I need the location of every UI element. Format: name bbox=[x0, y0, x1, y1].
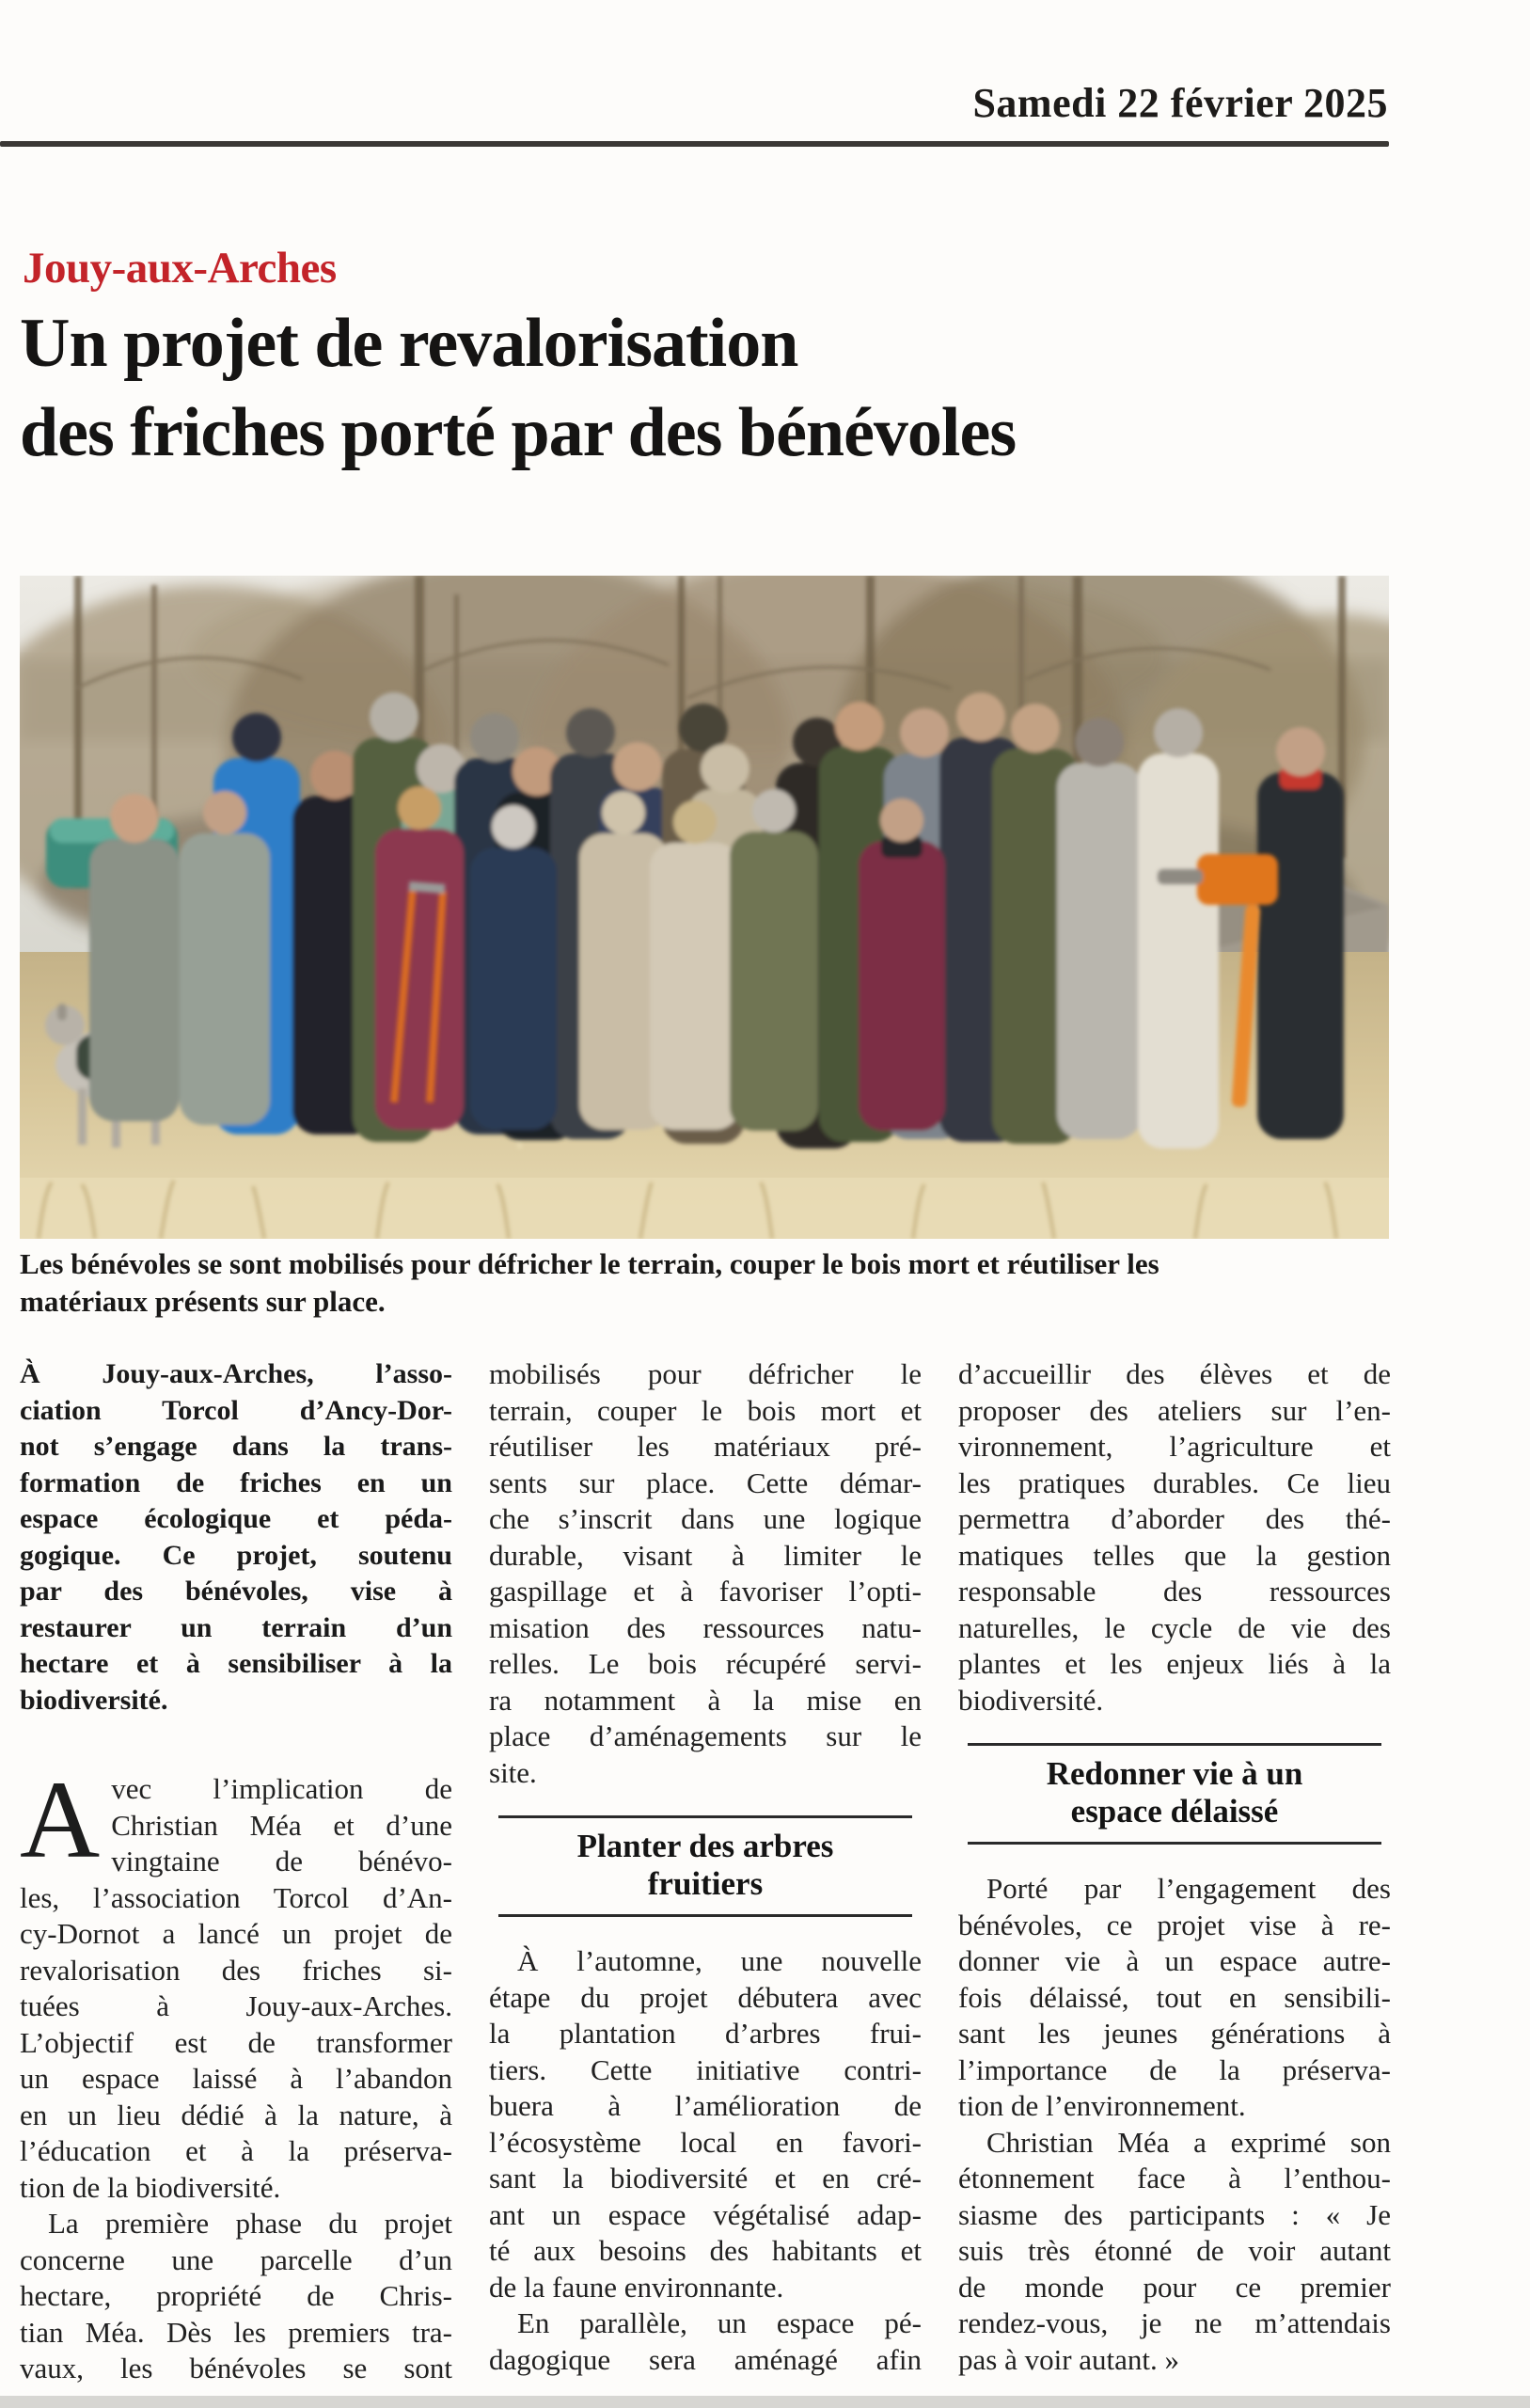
text-line: responsable des ressources bbox=[958, 1575, 1391, 1608]
text-line: en un lieu dédié à la nature, à bbox=[20, 2098, 452, 2131]
text-line: naturelles, le cycle de vie des bbox=[958, 1610, 1391, 1644]
text-line: siasme des participants : « Je bbox=[958, 2197, 1391, 2231]
text-line: vaux, les bénévoles se sont bbox=[20, 2352, 452, 2384]
text-line: étonnement face à l’enthou- bbox=[958, 2162, 1391, 2194]
text-line: ant un espace végétalisé adap- bbox=[489, 2197, 922, 2231]
text-line: Christian Méa et d’une bbox=[111, 1808, 452, 1842]
headline-line-2: des friches porté par des bénévoles bbox=[20, 394, 1017, 471]
person-figure bbox=[470, 805, 557, 1130]
text-line: buera à l’amélioration de bbox=[489, 2089, 922, 2122]
text-line: misation des ressources natu- bbox=[489, 1610, 922, 1644]
text-line: vingtaine de bénévo- bbox=[111, 1845, 452, 1877]
subheading-line: fruitiers bbox=[647, 1865, 764, 1902]
top-rule bbox=[0, 141, 1389, 147]
text-line: formation de friches en un bbox=[20, 1466, 452, 1498]
text-line: revalorisation des friches si- bbox=[20, 1953, 452, 1987]
text-line: restaurer un terrain d’un bbox=[20, 1611, 452, 1643]
paragraph bbox=[20, 1758, 452, 2206]
text-line: hectare et à sensibiliser à la bbox=[20, 1648, 452, 1679]
text-line: l’importance de la préserva- bbox=[958, 2052, 1391, 2086]
text-line: relles. Le bois récupéré servi- bbox=[489, 1647, 922, 1680]
text-line: biodiversité. bbox=[20, 1684, 168, 1716]
text-line: proposer des ateliers sur l’en- bbox=[958, 1393, 1391, 1427]
text-line: donner vie à un espace autre- bbox=[958, 1944, 1391, 1977]
text-line: plantes et les enjeux liés à la bbox=[958, 1647, 1391, 1680]
text-line: Porté par l’engagement des bbox=[986, 1872, 1391, 1905]
caption-line-2: matériaux présents sur place. bbox=[20, 1285, 386, 1318]
text-line: site. bbox=[489, 1755, 537, 1789]
photo-caption bbox=[20, 1245, 1380, 1321]
photo-scene bbox=[20, 576, 1389, 1239]
text-line: permettra d’aborder des thé- bbox=[958, 1502, 1391, 1535]
paragraph bbox=[489, 2305, 922, 2378]
paragraph bbox=[958, 1356, 1391, 1719]
text-line: suis très étonné de voir autant bbox=[958, 2234, 1391, 2267]
text-line: rendez-vous, je ne m’attendais bbox=[958, 2306, 1391, 2339]
text-line: de la faune environnante. bbox=[489, 2270, 784, 2304]
text-line: gaspillage et à favoriser l’opti- bbox=[489, 1575, 922, 1608]
column-1 bbox=[20, 1356, 452, 2387]
text-line: dagogique sera aménagé afin bbox=[489, 2342, 922, 2376]
text-line: réutiliser les matériaux pré- bbox=[489, 1430, 922, 1463]
text-line: sant les jeunes générations à bbox=[958, 2017, 1391, 2050]
text-line: par des bénévoles, vise à bbox=[20, 1576, 452, 1607]
text-line: mobilisés pour défricher le bbox=[489, 1357, 922, 1390]
scan-bottom-edge bbox=[0, 2396, 1530, 2408]
text-line: tuées à Jouy-aux-Arches. bbox=[20, 1989, 452, 2022]
text-line: sents sur place. Cette démar- bbox=[489, 1465, 922, 1499]
text-line: ciation Torcol d’Ancy-Dor- bbox=[20, 1394, 452, 1426]
text-line: cy-Dornot a lancé un projet de bbox=[20, 1917, 452, 1950]
text-line: En parallèle, un espace pé- bbox=[517, 2306, 922, 2339]
drop-cap: A bbox=[20, 1758, 101, 1881]
column-2 bbox=[489, 1356, 922, 2387]
text-line: concerne une parcelle d’un bbox=[20, 2242, 452, 2276]
text-line: tion de la biodiversité. bbox=[20, 2170, 281, 2204]
article-body bbox=[20, 1356, 1392, 2387]
text-line: un espace laissé à l’abandon bbox=[20, 2062, 452, 2095]
text-line: durable, visant à limiter le bbox=[489, 1538, 922, 1572]
text-line: matiques telles que la gestion bbox=[958, 1538, 1391, 1572]
paragraph bbox=[20, 2206, 452, 2387]
person-figure bbox=[1057, 718, 1142, 1139]
subheading bbox=[968, 1743, 1381, 1845]
text-line: che s’inscrit dans une logique bbox=[489, 1502, 922, 1535]
chainsaw-icon bbox=[1197, 854, 1278, 905]
text-line: tiers. Cette initiative contri- bbox=[489, 2052, 922, 2086]
text-line: étape du projet débutera avec bbox=[489, 1980, 922, 2014]
text-line: À Jouy-aux-Arches, l’asso- bbox=[20, 1358, 452, 1389]
photo-people bbox=[89, 692, 1344, 1149]
text-line: tian Méa. Dès les premiers tra- bbox=[20, 2315, 452, 2349]
person-figure bbox=[1138, 708, 1219, 1149]
text-line: espace écologique et péda- bbox=[20, 1503, 452, 1534]
paragraph bbox=[958, 1871, 1391, 2125]
text-line: gogique. Ce projet, soutenu bbox=[20, 1539, 452, 1571]
paragraph bbox=[958, 2125, 1391, 2379]
subheading bbox=[498, 1815, 912, 1917]
text-line: vec l’implication de bbox=[111, 1772, 452, 1805]
text-line: les pratiques durables. Ce lieu bbox=[958, 1465, 1391, 1499]
text-line: hectare, propriété de Chris- bbox=[20, 2279, 452, 2312]
subheading-line: Redonner vie à un bbox=[1046, 1755, 1303, 1792]
text-line: place d’aménagements sur le bbox=[489, 1719, 922, 1752]
person-figure bbox=[1257, 727, 1344, 1139]
person-figure bbox=[375, 786, 464, 1130]
text-line: Christian Méa a exprimé son bbox=[986, 2125, 1391, 2159]
subheading-line: espace délaissé bbox=[1070, 1793, 1279, 1830]
text-line: pas à voir autant. » bbox=[958, 2342, 1180, 2376]
text-line: ra notamment à la mise en bbox=[489, 1683, 922, 1717]
person-figure bbox=[730, 789, 818, 1131]
headline-line-1: Un projet de revalorisation bbox=[20, 305, 798, 382]
text-line: À l’automne, une nouvelle bbox=[517, 1944, 922, 1977]
text-line: l’éducation et à la préserva- bbox=[20, 2134, 452, 2167]
edition-date: Samedi 22 février 2025 bbox=[972, 80, 1388, 126]
paragraph bbox=[489, 1943, 922, 2305]
text-line: vironnement, l’agriculture et bbox=[958, 1430, 1391, 1463]
text-line: l’écosystème local en favori- bbox=[489, 2125, 922, 2159]
text-line: La première phase du projet bbox=[48, 2207, 452, 2240]
text-line: les, l’association Torcol d’An- bbox=[20, 1880, 452, 1914]
text-line: biodiversité. bbox=[958, 1683, 1104, 1717]
text-line: sant la biodiversité et en cré- bbox=[489, 2162, 922, 2194]
column-3 bbox=[958, 1356, 1391, 2387]
article-headline bbox=[20, 299, 1430, 478]
text-line: d’accueillir des élèves et de bbox=[958, 1357, 1391, 1390]
text-line: de monde pour ce premier bbox=[958, 2270, 1391, 2304]
person-figure bbox=[650, 800, 740, 1130]
article-photo bbox=[20, 576, 1389, 1239]
text-line: fois délaissé, tout en sensibili- bbox=[958, 1980, 1391, 2014]
caption-line-1: Les bénévoles se sont mobilisés pour défricher le terrain, couper le bois mort et réutiliser les bbox=[20, 1247, 1159, 1280]
text-line: tion de l’environnement. bbox=[958, 2089, 1246, 2122]
person-figure bbox=[89, 794, 180, 1121]
text-line: not s’engage dans la trans- bbox=[20, 1431, 452, 1462]
text-line: bénévoles, ce projet vise à re- bbox=[958, 1908, 1391, 1941]
person-figure bbox=[859, 799, 945, 1131]
text-line: la plantation d’arbres frui- bbox=[489, 2017, 922, 2050]
subheading-line: Planter des arbres bbox=[576, 1828, 834, 1864]
text-line: L’objectif est de transformer bbox=[20, 2025, 452, 2059]
person-figure bbox=[180, 791, 270, 1125]
text-line: terrain, couper le bois mort et bbox=[489, 1393, 922, 1427]
paragraph bbox=[20, 1356, 452, 1719]
paragraph bbox=[489, 1356, 922, 1791]
photo-foreground-grass bbox=[20, 1178, 1389, 1239]
text-line: té aux besoins des habitants et bbox=[489, 2234, 922, 2267]
section-kicker: Jouy-aux-Arches bbox=[23, 244, 337, 293]
